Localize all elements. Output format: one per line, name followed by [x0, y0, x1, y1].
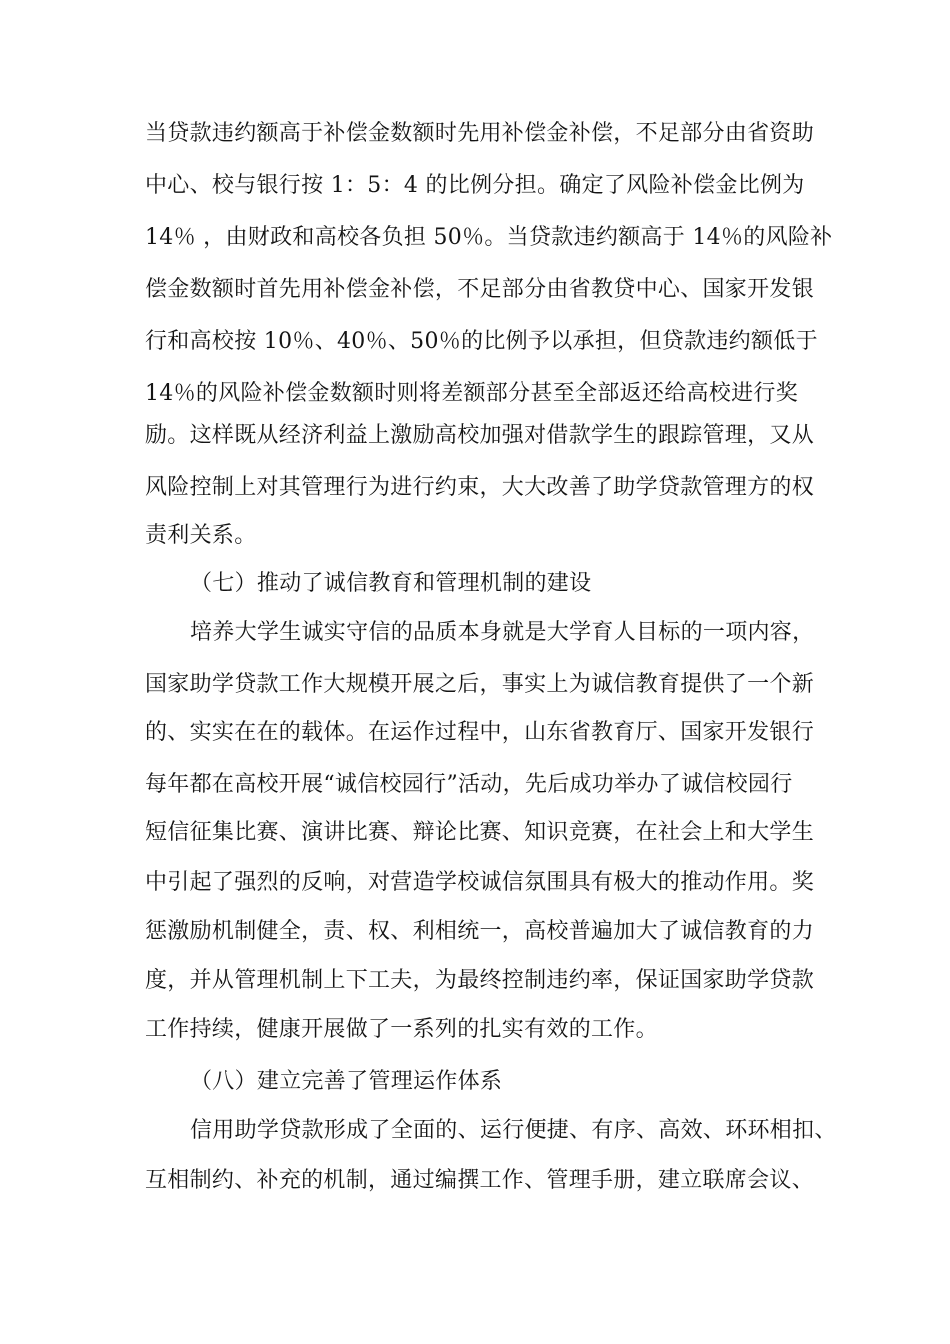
text-line: 中引起了强烈的反响，对营造学校诚信氛围具有极大的推动作用。奖 [145, 870, 815, 895]
text-line: 中心、校与银行按 1：5：4 的比例分担。确定了风险补偿金比例为 [145, 173, 805, 198]
paragraph-first-line: 培养大学生诚实守信的品质本身就是大学育人目标的一项内容， [190, 620, 815, 645]
text-line: 励。这样既从经济利益上激励高校加强对借款学生的跟踪管理，又从 [145, 423, 815, 448]
text-line: 14％ ，由财政和高校各负担 50％。当贷款违约额高于 14％的风险补 [145, 225, 833, 250]
text-line: 短信征集比赛、演讲比赛、辩论比赛、知识竞赛，在社会上和大学生 [145, 820, 815, 845]
text-line: 行和高校按 10％、40％、50％的比例予以承担，但贷款违约额低于 [145, 329, 818, 354]
text-line: 惩激励机制健全，责、权、利相统一，高校普遍加大了诚信教育的力 [145, 919, 815, 944]
section-heading-8: （八）建立完善了管理运作体系 [190, 1069, 503, 1094]
text-line: 互相制约、补充的机制，通过编撰工作、管理手册，建立联席会议、 [145, 1168, 815, 1193]
text-line: 风险控制上对其管理行为进行约束，大大改善了助学贷款管理方的权 [145, 475, 815, 500]
text-line: 14％的风险补偿金数额时则将差额部分甚至全部返还给高校进行奖 [145, 381, 798, 406]
text-line: 当贷款违约额高于补偿金数额时先用补偿金补偿，不足部分由省资助 [145, 121, 815, 146]
text-line: 国家助学贷款工作大规模开展之后，事实上为诚信教育提供了一个新 [145, 672, 815, 697]
text-line: 偿金数额时首先用补偿金补偿，不足部分由省教贷中心、国家开发银 [145, 277, 815, 302]
text-line: 的、实实在在的载体。在运作过程中，山东省教育厅、国家开发银行 [145, 720, 815, 745]
text-line: 工作持续，健康开展做了一系列的扎实有效的工作。 [145, 1017, 658, 1042]
text-line: 每年都在高校开展“诚信校园行”活动，先后成功举办了诚信校园行 [145, 772, 793, 797]
text-line: 责利关系。 [145, 523, 257, 548]
text-line: 度，并从管理机制上下工夫，为最终控制违约率，保证国家助学贷款 [145, 968, 815, 993]
section-heading-7: （七）推动了诚信教育和管理机制的建设 [190, 571, 592, 596]
paragraph-first-line: 信用助学贷款形成了全面的、运行便捷、有序、高效、环环相扣、 [190, 1118, 837, 1143]
